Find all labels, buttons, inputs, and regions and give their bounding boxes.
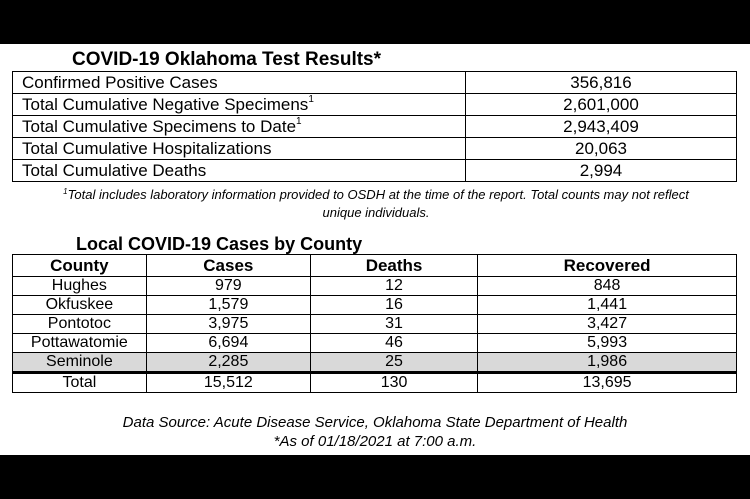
table-row — [13, 72, 737, 94]
row-value: 356,816 — [466, 72, 737, 94]
county-cell: Pottawatomie — [13, 334, 147, 353]
row-value: 2,601,000 — [466, 94, 737, 116]
county-cell: Hughes — [13, 277, 147, 296]
data-source-note — [0, 413, 750, 451]
recovered-cell: 3,427 — [478, 315, 737, 334]
deaths-cell: 12 — [310, 277, 477, 296]
row-label: Total Cumulative Specimens to Date$^1$ — [13, 116, 466, 138]
table-row — [13, 138, 737, 160]
total-label: Total — [13, 373, 147, 393]
table-row — [13, 315, 737, 334]
table-row — [13, 116, 737, 138]
cases-cell: 979 — [146, 277, 310, 296]
total-row — [13, 373, 737, 393]
total-deaths: 130 — [310, 373, 477, 393]
table-row — [13, 334, 737, 353]
row-value: 2,994 — [466, 160, 737, 182]
table-row — [13, 277, 737, 296]
test-results-title: COVID-19 Oklahoma Test Results* — [72, 49, 382, 70]
footnote: $^1$Total includes laboratory information provided to OSDH at the time of the report. Total counts may not reflect unique individuals. — [63, 187, 689, 220]
row-label: Total Cumulative Hospitalizations — [13, 138, 466, 160]
cases-cell: 1,579 — [146, 296, 310, 315]
row-label: Total Cumulative Negative Specimens$^1$ — [13, 94, 466, 116]
as-of-line: *As of 01/18/2021 at 7:00 a.m. — [273, 433, 477, 450]
test-results-table — [12, 71, 737, 182]
county-table — [12, 254, 737, 393]
cases-cell: 6,694 — [146, 334, 310, 353]
row-label: Confirmed Positive Cases — [13, 72, 466, 94]
recovered-cell: 1,986 — [478, 353, 737, 373]
county-cell: Seminole — [13, 353, 147, 373]
county-cell: Pontotoc — [13, 315, 147, 334]
recovered-cell: 848 — [478, 277, 737, 296]
column-header: Deaths — [310, 255, 477, 277]
row-value: 20,063 — [466, 138, 737, 160]
recovered-cell: 5,993 — [478, 334, 737, 353]
header-row — [13, 255, 737, 277]
recovered-cell: 1,441 — [478, 296, 737, 315]
report-sheet — [0, 44, 750, 455]
county-cell: Okfuskee — [13, 296, 147, 315]
column-header: Recovered — [478, 255, 737, 277]
row-label: Total Cumulative Deaths — [13, 160, 466, 182]
source-line: Data Source: Acute Disease Service, Oklahoma State Department of Health — [122, 414, 628, 431]
total-recovered: 13,695 — [478, 373, 737, 393]
deaths-cell: 46 — [310, 334, 477, 353]
column-header: County — [13, 255, 147, 277]
county-table-title: Local COVID-19 Cases by County — [76, 234, 363, 254]
deaths-cell: 16 — [310, 296, 477, 315]
table-row — [13, 296, 737, 315]
deaths-cell: 25 — [310, 353, 477, 373]
table-row — [13, 160, 737, 182]
table-row — [13, 94, 737, 116]
row-value: 2,943,409 — [466, 116, 737, 138]
column-header: Cases — [146, 255, 310, 277]
deaths-cell: 31 — [310, 315, 477, 334]
cases-cell: 2,285 — [146, 353, 310, 373]
cases-cell: 3,975 — [146, 315, 310, 334]
table-row-highlighted — [13, 353, 737, 373]
total-cases: 15,512 — [146, 373, 310, 393]
